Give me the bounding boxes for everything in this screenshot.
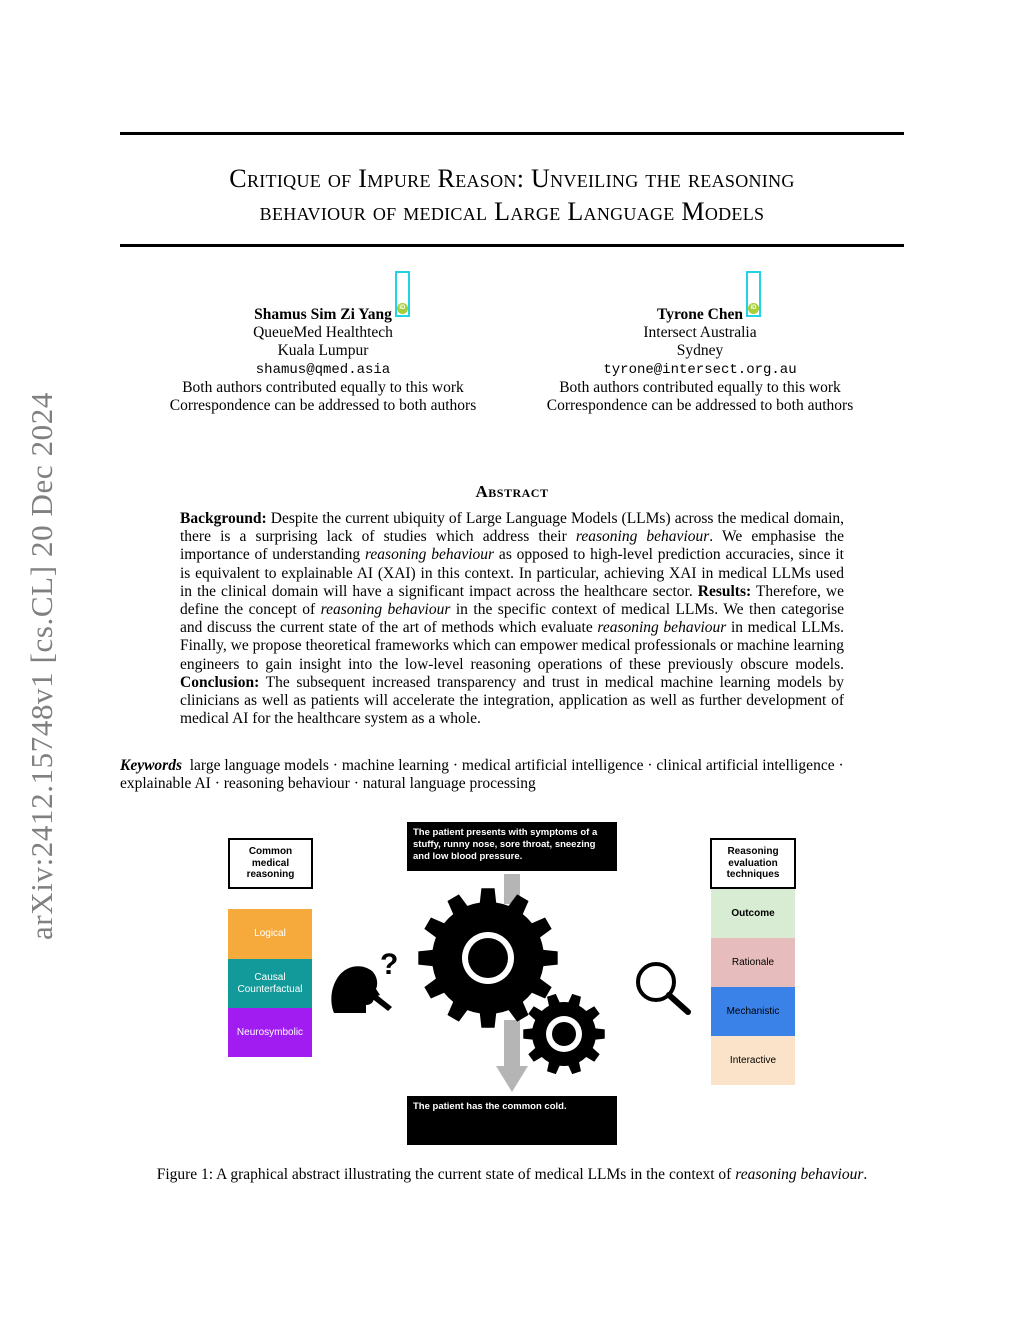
author-affiliation-2: Intersect Australia [643, 324, 757, 342]
gear-body [523, 994, 604, 1074]
magnifier-icon [634, 960, 694, 1016]
author-note-1b: Correspondence can be addressed to both authors [169, 397, 477, 415]
author-location-1: Kuala Lumpur [277, 342, 369, 360]
question-mark-icon: ? [380, 948, 399, 981]
output-arrow-head [496, 1066, 528, 1092]
technique-rationale: Rationale [711, 938, 795, 987]
paper-title [120, 162, 904, 228]
gear-body [418, 888, 557, 1027]
author-location-2: Sydney [676, 342, 724, 360]
orcid-icon: iD [748, 303, 759, 314]
author-name-2: Tyrone Chen iD [657, 306, 743, 324]
author-note-2b: Correspondence can be addressed to both authors [546, 397, 854, 415]
title-line-2: behaviour of medical Large Language Models [259, 197, 765, 226]
small-gear-icon [523, 994, 604, 1074]
abstract-heading: Abstract [475, 482, 549, 501]
title-rule-bottom [120, 244, 904, 247]
gear-ring [546, 1016, 582, 1052]
orcid-link-1[interactable] [395, 271, 410, 317]
author-name-1: Shamus Sim Zi Yang iD [254, 306, 392, 324]
right-header-box: Reasoning evaluation techniques [710, 838, 796, 889]
keywords-list: large language models · machine learning · medical artificial intelligence · clinical artificial intelligence · explainable AI · reasoning behaviour · natural language processing [120, 757, 844, 793]
input-prompt-box: The patient presents with symptoms of a stuffy, runny nose, sore throat, sneezing and low blood pressure. [407, 822, 617, 871]
thinking-head-icon [326, 955, 396, 1015]
keywords-label: Keywords [120, 757, 182, 774]
orcid-icon: iD [397, 303, 408, 314]
author-affiliation-1: QueueMed Healthtech [253, 324, 393, 342]
author-block-1 [133, 306, 513, 415]
author-note-1a: Both authors contributed equally to this work [182, 378, 464, 396]
abstract-body: Background: Despite the current ubiquity of Large Language Models (LLMs) across the medical domain, there is a surprising lack of studies which address their reasoning behaviour. We emphasise the importance of understanding reasoning behaviour as opposed to high-level prediction accuracies, since it is equivalent to explainable AI (XAI) in this context. In particular, achieving XAI in medical LLMs used in the clinical domain will have a significant impact across the healthcare sector. Results: Therefore, we define the concept of reasoning behaviour in the specific context of medical LLMs. We then categorise and discuss the current state of the art of methods which evaluate reasoning behaviour in medical LLMs. Finally, we propose theoretical frameworks which can empower medical professionals or machine learning engineers to gain insight into the low-level reasoning operations of these previously obscure models. Conclusion: The subsequent increased transparency and trust in medical machine learning models by clinicians as well as patients will accelerate the integration, application as well as further development of medical AI for the healthcare system as a whole. [180, 510, 844, 728]
author-email-1[interactable]: shamus@qmed.asia [255, 361, 391, 378]
reasoning-logical: Logical [228, 909, 312, 959]
reasoning-neurosymbolic: Neurosymbolic [228, 1008, 312, 1057]
large-gear-icon [418, 888, 557, 1027]
reasoning-causal: Causal Counterfactual [228, 959, 312, 1008]
gear-hub [552, 1022, 576, 1046]
title-rule-top [120, 132, 904, 135]
technique-mechanistic: Mechanistic [711, 987, 795, 1036]
output-arrow-shaft [504, 1020, 520, 1068]
keywords [120, 757, 904, 793]
gear-hub [468, 938, 508, 978]
title-line-1: Critique of Impure Reason: Unveiling the reasoning [229, 164, 795, 193]
left-header-box: Common medical reasoning [228, 838, 313, 889]
arxiv-stamp: arXiv:2412.15748v1 [cs.CL] 20 Dec 2024 [24, 392, 59, 940]
gear-ring [462, 932, 514, 984]
author-block-2 [510, 306, 890, 415]
author-note-2a: Both authors contributed equally to this work [559, 378, 841, 396]
orcid-link-2[interactable] [746, 271, 761, 317]
reasoning-gears [400, 870, 620, 1095]
technique-outcome: Outcome [711, 889, 795, 938]
technique-interactive: Interactive [711, 1036, 795, 1085]
output-answer-box: The patient has the common cold. [407, 1096, 617, 1145]
author-email-2[interactable]: tyrone@intersect.org.au [603, 361, 797, 378]
input-arrow [504, 874, 520, 904]
figure-caption: Figure 1: A graphical abstract illustrating the current state of medical LLMs in the context of reasoning behaviour. [156, 1166, 868, 1183]
